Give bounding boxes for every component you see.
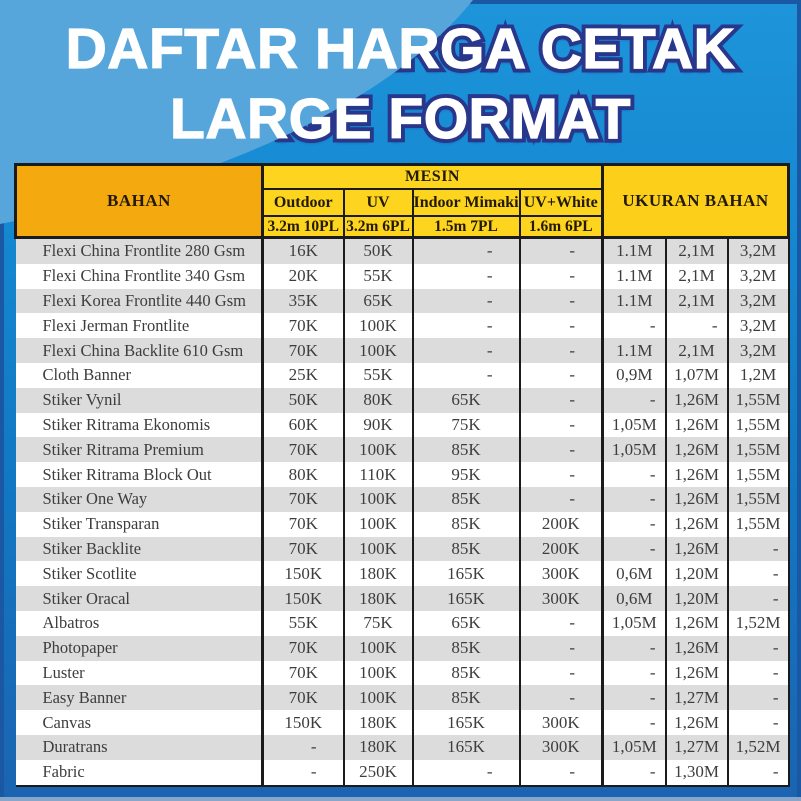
cell-size: - xyxy=(603,462,666,487)
cell-price: 100K xyxy=(344,636,413,661)
cell-price: 70K xyxy=(263,661,344,686)
cell-size: - xyxy=(603,388,666,413)
cell-bahan: Stiker Backlite xyxy=(16,537,263,562)
cell-bahan: Fabric xyxy=(16,760,263,786)
cell-size: 1.1M xyxy=(603,338,666,363)
cell-price: 150K xyxy=(263,561,344,586)
cell-price: 75K xyxy=(344,611,413,636)
cell-bahan: Flexi China Backlite 610 Gsm xyxy=(16,338,263,363)
title-line-1: DAFTAR HARGA CETAK DAFTAR HARGA CETAK xyxy=(66,14,736,84)
cell-size: 1,52M xyxy=(728,735,789,760)
cell-price: - xyxy=(520,437,603,462)
cell-price: - xyxy=(520,238,603,264)
cell-size: 1,05M xyxy=(603,611,666,636)
cell-size: 1.1M xyxy=(603,289,666,314)
header-machine-outdoor: Outdoor xyxy=(263,189,344,216)
table-row xyxy=(16,413,789,438)
header-machine-uv-white: UV+White xyxy=(520,189,603,216)
cell-price: 300K xyxy=(520,710,603,735)
cell-size: 1,26M xyxy=(666,661,728,686)
cell-price: 65K xyxy=(413,388,520,413)
cell-size: 1,55M xyxy=(728,512,789,537)
cell-price: 200K xyxy=(520,537,603,562)
table-row xyxy=(16,437,789,462)
cell-price: 70K xyxy=(263,338,344,363)
cell-price: 25K xyxy=(263,363,344,388)
cell-size: - xyxy=(666,313,728,338)
cell-size: 3,2M xyxy=(728,238,789,264)
price-table-body xyxy=(16,238,789,786)
cell-price: 85K xyxy=(413,661,520,686)
cell-bahan: Stiker Ritrama Premium xyxy=(16,437,263,462)
cell-price: - xyxy=(520,338,603,363)
cell-size: 1,30M xyxy=(666,760,728,786)
cell-size: 1,55M xyxy=(728,413,789,438)
cell-price: 85K xyxy=(413,487,520,512)
cell-price: - xyxy=(520,289,603,314)
cell-price: 55K xyxy=(344,363,413,388)
table-row xyxy=(16,735,789,760)
table-row xyxy=(16,685,789,710)
cell-price: 70K xyxy=(263,512,344,537)
cell-price: 85K xyxy=(413,685,520,710)
cell-price: 300K xyxy=(520,586,603,611)
header-machine-indoor-mimaki: Indoor Mimaki xyxy=(413,189,520,216)
cell-size: 1,20M xyxy=(666,561,728,586)
table-row xyxy=(16,487,789,512)
cell-bahan: Stiker Vynil xyxy=(16,388,263,413)
cell-bahan: Stiker Ritrama Block Out xyxy=(16,462,263,487)
cell-price: 165K xyxy=(413,710,520,735)
cell-price: - xyxy=(520,636,603,661)
cell-size: 1,05M xyxy=(603,413,666,438)
cell-price: 65K xyxy=(344,289,413,314)
cell-price: - xyxy=(520,413,603,438)
cell-size: 3,2M xyxy=(728,313,789,338)
cell-size: 0,6M xyxy=(603,561,666,586)
cell-size: - xyxy=(603,760,666,786)
cell-price: 80K xyxy=(263,462,344,487)
price-table-container xyxy=(14,163,787,787)
cell-price: 165K xyxy=(413,586,520,611)
cell-size: - xyxy=(603,512,666,537)
cell-price: - xyxy=(413,760,520,786)
cell-price: 85K xyxy=(413,437,520,462)
cell-price: 180K xyxy=(344,710,413,735)
table-row xyxy=(16,264,789,289)
cell-price: 150K xyxy=(263,710,344,735)
cell-size: 0,6M xyxy=(603,586,666,611)
cell-size: 1,05M xyxy=(603,735,666,760)
cell-price: - xyxy=(413,264,520,289)
cell-bahan: Photopaper xyxy=(16,636,263,661)
table-row xyxy=(16,238,789,264)
header-bahan: BAHAN xyxy=(16,165,263,238)
cell-size: - xyxy=(728,586,789,611)
cell-bahan: Stiker Oracal xyxy=(16,586,263,611)
cell-size: 1,2M xyxy=(728,363,789,388)
cell-price: 165K xyxy=(413,561,520,586)
cell-size: - xyxy=(728,685,789,710)
cell-price: - xyxy=(413,363,520,388)
cell-price: - xyxy=(413,338,520,363)
cell-size: 3,2M xyxy=(728,338,789,363)
cell-price: 70K xyxy=(263,636,344,661)
table-row xyxy=(16,363,789,388)
cell-price: 70K xyxy=(263,537,344,562)
table-row xyxy=(16,537,789,562)
cell-size: 1,27M xyxy=(666,685,728,710)
cell-price: 100K xyxy=(344,661,413,686)
cell-size: 2,1M xyxy=(666,264,728,289)
cell-size: 3,2M xyxy=(728,264,789,289)
cell-size: 1,05M xyxy=(603,437,666,462)
price-table xyxy=(14,163,790,787)
cell-price: 70K xyxy=(263,437,344,462)
cell-price: 180K xyxy=(344,561,413,586)
cell-price: 70K xyxy=(263,313,344,338)
cell-price: - xyxy=(520,264,603,289)
page-title xyxy=(0,14,801,154)
table-row xyxy=(16,313,789,338)
cell-price: 55K xyxy=(263,611,344,636)
cell-size: 1,26M xyxy=(666,611,728,636)
cell-size: 1,55M xyxy=(728,437,789,462)
cell-price: 55K xyxy=(344,264,413,289)
cell-size: 3,2M xyxy=(728,289,789,314)
cell-price: - xyxy=(520,760,603,786)
cell-size: - xyxy=(603,636,666,661)
cell-price: - xyxy=(413,313,520,338)
cell-size: 0,9M xyxy=(603,363,666,388)
table-row xyxy=(16,760,789,786)
cell-price: 16K xyxy=(263,238,344,264)
cell-price: 85K xyxy=(413,512,520,537)
cell-price: - xyxy=(263,735,344,760)
cell-bahan: Stiker Scotlite xyxy=(16,561,263,586)
cell-size: 2,1M xyxy=(666,289,728,314)
cell-bahan: Canvas xyxy=(16,710,263,735)
table-row xyxy=(16,611,789,636)
cell-size: 1,55M xyxy=(728,388,789,413)
cell-price: 95K xyxy=(413,462,520,487)
header-spec-outdoor: 3.2m 10PL xyxy=(263,216,344,238)
cell-price: - xyxy=(520,661,603,686)
cell-price: 85K xyxy=(413,537,520,562)
cell-bahan: Flexi Korea Frontlite 440 Gsm xyxy=(16,289,263,314)
cell-price: 80K xyxy=(344,388,413,413)
cell-price: - xyxy=(520,611,603,636)
cell-size: 2,1M xyxy=(666,238,728,264)
cell-size: 1,07M xyxy=(666,363,728,388)
cell-size: - xyxy=(728,636,789,661)
cell-price: 165K xyxy=(413,735,520,760)
cell-bahan: Flexi China Frontlite 340 Gsm xyxy=(16,264,263,289)
cell-size: 1,26M xyxy=(666,512,728,537)
cell-price: 20K xyxy=(263,264,344,289)
cell-bahan: Duratrans xyxy=(16,735,263,760)
cell-bahan: Albatros xyxy=(16,611,263,636)
header-spec-uv: 3.2m 6PL xyxy=(344,216,413,238)
cell-price: - xyxy=(520,363,603,388)
table-row xyxy=(16,561,789,586)
cell-size: - xyxy=(728,760,789,786)
cell-size: - xyxy=(603,685,666,710)
cell-price: - xyxy=(413,238,520,264)
cell-size: 1,26M xyxy=(666,413,728,438)
cell-price: 50K xyxy=(263,388,344,413)
table-row xyxy=(16,462,789,487)
table-row xyxy=(16,710,789,735)
header-spec-uv-white: 1.6m 6PL xyxy=(520,216,603,238)
header-machine-uv: UV xyxy=(344,189,413,216)
cell-size: 1,26M xyxy=(666,388,728,413)
cell-size: 1.1M xyxy=(603,238,666,264)
cell-price: 180K xyxy=(344,735,413,760)
cell-price: 300K xyxy=(520,735,603,760)
cell-price: 100K xyxy=(344,313,413,338)
cell-size: - xyxy=(603,661,666,686)
cell-price: - xyxy=(520,685,603,710)
cell-size: 1,27M xyxy=(666,735,728,760)
table-row xyxy=(16,661,789,686)
table-row xyxy=(16,512,789,537)
table-row xyxy=(16,636,789,661)
table-row xyxy=(16,338,789,363)
cell-size: 1,26M xyxy=(666,537,728,562)
cell-size: 1,55M xyxy=(728,487,789,512)
cell-price: 70K xyxy=(263,487,344,512)
cell-price: 250K xyxy=(344,760,413,786)
cell-size: 1,55M xyxy=(728,462,789,487)
cell-price: 60K xyxy=(263,413,344,438)
cell-price: 100K xyxy=(344,537,413,562)
cell-bahan: Luster xyxy=(16,661,263,686)
cell-size: 1,26M xyxy=(666,710,728,735)
cell-price: 65K xyxy=(413,611,520,636)
cell-price: 90K xyxy=(344,413,413,438)
cell-price: 300K xyxy=(520,561,603,586)
cell-price: - xyxy=(413,289,520,314)
cell-size: - xyxy=(728,537,789,562)
cell-size: 1,26M xyxy=(666,437,728,462)
cell-size: 1,26M xyxy=(666,462,728,487)
cell-price: - xyxy=(520,388,603,413)
cell-size: 1,26M xyxy=(666,487,728,512)
header-ukuran-bahan: UKURAN BAHAN xyxy=(603,165,789,238)
cell-price: - xyxy=(520,462,603,487)
cell-price: 150K xyxy=(263,586,344,611)
table-row xyxy=(16,388,789,413)
cell-price: 100K xyxy=(344,512,413,537)
cell-price: 35K xyxy=(263,289,344,314)
cell-size: 1,52M xyxy=(728,611,789,636)
cell-size: - xyxy=(728,661,789,686)
cell-size: 1,20M xyxy=(666,586,728,611)
table-row xyxy=(16,586,789,611)
cell-bahan: Stiker Transparan xyxy=(16,512,263,537)
cell-size: 1.1M xyxy=(603,264,666,289)
cell-price: 50K xyxy=(344,238,413,264)
cell-size: 2,1M xyxy=(666,338,728,363)
cell-size: - xyxy=(603,487,666,512)
cell-size: - xyxy=(603,537,666,562)
cell-price: 70K xyxy=(263,685,344,710)
cell-size: - xyxy=(603,710,666,735)
header-spec-indoor-mimaki: 1.5m 7PL xyxy=(413,216,520,238)
cell-price: - xyxy=(520,487,603,512)
title-line-2: LARGE FORMAT LARGE FORMAT xyxy=(170,84,631,154)
cell-price: 200K xyxy=(520,512,603,537)
cell-price: 100K xyxy=(344,487,413,512)
bottom-edge-strip xyxy=(0,797,801,801)
cell-price: 85K xyxy=(413,636,520,661)
cell-price: 100K xyxy=(344,437,413,462)
cell-price: 75K xyxy=(413,413,520,438)
cell-bahan: Stiker One Way xyxy=(16,487,263,512)
cell-price: - xyxy=(520,313,603,338)
cell-bahan: Flexi China Frontlite 280 Gsm xyxy=(16,238,263,264)
cell-price: - xyxy=(263,760,344,786)
cell-price: 110K xyxy=(344,462,413,487)
cell-bahan: Flexi Jerman Frontlite xyxy=(16,313,263,338)
cell-size: - xyxy=(603,313,666,338)
cell-price: 100K xyxy=(344,685,413,710)
cell-price: 180K xyxy=(344,586,413,611)
cell-bahan: Cloth Banner xyxy=(16,363,263,388)
table-row xyxy=(16,289,789,314)
cell-size: 1,26M xyxy=(666,636,728,661)
header-mesin: MESIN xyxy=(263,165,603,190)
cell-price: 100K xyxy=(344,338,413,363)
cell-size: - xyxy=(728,561,789,586)
cell-bahan: Stiker Ritrama Ekonomis xyxy=(16,413,263,438)
cell-size: - xyxy=(728,710,789,735)
cell-bahan: Easy Banner xyxy=(16,685,263,710)
